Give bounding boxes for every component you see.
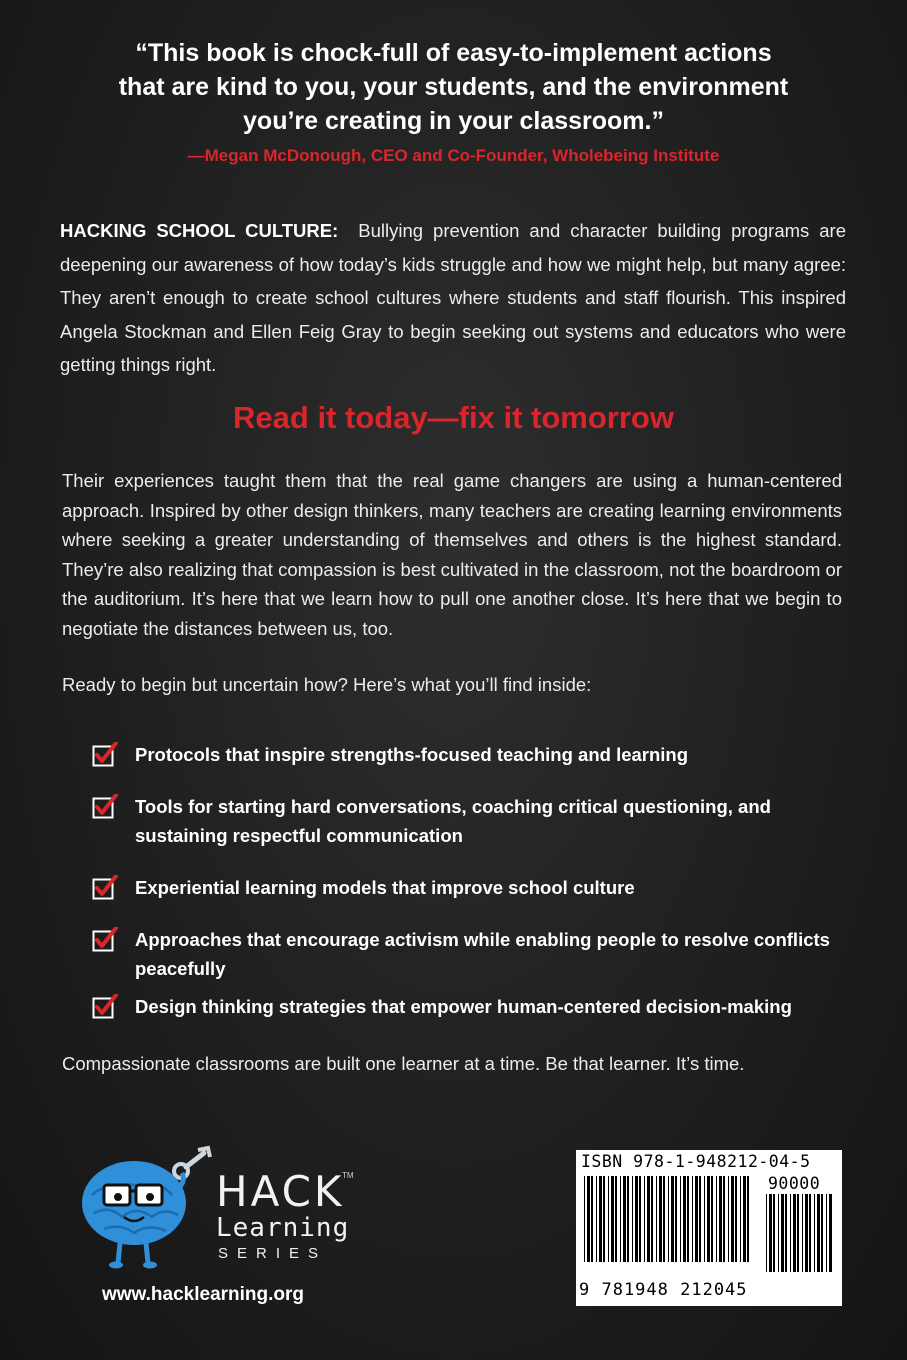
barcode-bar: [809, 1194, 811, 1272]
intro-lead: HACKING SCHOOL CULTURE:: [60, 220, 339, 241]
barcode-bar: [773, 1194, 775, 1272]
barcode-bar: [584, 1176, 585, 1262]
barcode-bar: [743, 1176, 746, 1262]
isbn-number: ISBN 978-1-948212-04-5: [581, 1152, 811, 1171]
barcode-bar: [675, 1176, 677, 1262]
barcode-bar: [707, 1176, 710, 1262]
logo-hack-text: HACK: [216, 1167, 345, 1216]
barcode-bar: [793, 1194, 796, 1272]
quote-line-1: “This book is chock-full of easy-to-implement actions: [135, 39, 772, 67]
closing-line: Compassionate classrooms are built one learner at a time. Be that learner. It’s time.: [62, 1053, 745, 1074]
bullet-text: Tools for starting hard conversations, coaching critical questioning, and sustaining respectful communication: [135, 796, 771, 846]
barcode-bar: [821, 1194, 823, 1272]
price-code: 90000: [768, 1174, 821, 1193]
barcode-bar: [695, 1176, 698, 1262]
barcode-bar: [704, 1176, 705, 1262]
main-barcode-bars: [584, 1176, 754, 1262]
barcode-bar: [659, 1176, 662, 1262]
barcode-bar: [603, 1176, 605, 1262]
checkbox-check-icon: [92, 927, 118, 953]
barcode-bar: [829, 1194, 832, 1272]
barcode-bar: [692, 1176, 693, 1262]
barcode-bar: [668, 1176, 669, 1262]
barcode-bar: [785, 1194, 787, 1272]
barcode-bar: [719, 1176, 722, 1262]
addon-barcode-bars: [766, 1194, 832, 1272]
barcode-bar: [644, 1176, 645, 1262]
checkbox-check-icon: [92, 875, 118, 901]
barcode-bar: [632, 1176, 633, 1262]
barcode-bar: [608, 1176, 609, 1262]
barcode-bar: [623, 1176, 626, 1262]
barcode-bar: [740, 1176, 741, 1262]
barcode-bar: [778, 1194, 779, 1272]
bullet-text: Approaches that encourage activism while enabling people to resolve conflicts peacefully: [135, 929, 830, 979]
logo-trademark: TM: [342, 1171, 354, 1180]
logo-series-text: SERIES: [218, 1245, 328, 1262]
barcode-bar: [596, 1176, 597, 1262]
ready-line: Ready to begin but uncertain how? Here’s what you’ll find inside:: [62, 674, 592, 695]
barcode-bar: [817, 1194, 820, 1272]
barcode-bar: [663, 1176, 665, 1262]
quote-attribution: —Megan McDonough, CEO and Co-Founder, Wholebeing Institute: [187, 146, 720, 165]
barcode-bar: [647, 1176, 650, 1262]
barcode-bar: [620, 1176, 621, 1262]
logo-learning-text: Learning: [216, 1213, 350, 1243]
bullet-text: Design thinking strategies that empower human-centered decision-making: [135, 996, 792, 1017]
barcode-bar: [769, 1194, 772, 1272]
hack-learning-logo: [74, 1145, 364, 1275]
barcode-bar: [671, 1176, 674, 1262]
barcode-bar: [747, 1176, 749, 1262]
barcode-bar: [797, 1194, 799, 1272]
barcode-bar: [599, 1176, 602, 1262]
brain-mascot-icon: [74, 1145, 214, 1275]
barcode-bar: [826, 1194, 827, 1272]
barcode-bar: [591, 1176, 593, 1262]
ean-digits: 9 781948 212045: [579, 1280, 748, 1300]
barcode-bar: [731, 1176, 734, 1262]
bullet-text: Experiential learning models that improve school culture: [135, 877, 635, 898]
checkbox-check-icon: [92, 794, 118, 820]
barcode-bar: [766, 1194, 767, 1272]
barcode-bar: [680, 1176, 681, 1262]
barcode-bar: [635, 1176, 638, 1262]
barcode-bar: [711, 1176, 713, 1262]
barcode-bar: [615, 1176, 617, 1262]
barcode-bar: [723, 1176, 725, 1262]
headline: Read it today—fix it tomorrow: [233, 400, 674, 435]
barcode-bar: [656, 1176, 657, 1262]
website-url: www.hacklearning.org: [102, 1284, 305, 1305]
barcode-bar: [802, 1194, 803, 1272]
barcode-bar: [651, 1176, 653, 1262]
quote-line-3: you’re creating in your classroom.”: [243, 107, 664, 135]
barcode-bar: [716, 1176, 717, 1262]
barcode-bar: [627, 1176, 629, 1262]
barcode-bar: [728, 1176, 729, 1262]
barcode-bar: [587, 1176, 590, 1262]
quote-line-2: that are kind to you, your students, and the environment: [118, 73, 789, 101]
intro-text: Bullying prevention and character building programs are deepening our awareness of how today’s kids struggle and how we might help, but many agree: They aren’t enough to create school cultures where students and staff flourish. This inspired Angela Stockman and Ellen Feig Gray to begin seeking out systems and educators who were getting things right.: [60, 220, 846, 375]
barcode-bar: [639, 1176, 641, 1262]
barcode-bar: [687, 1176, 689, 1262]
checkbox-check-icon: [92, 742, 118, 768]
barcode-bar: [699, 1176, 701, 1262]
barcode-bar: [683, 1176, 686, 1262]
barcode-bar: [781, 1194, 784, 1272]
body-paragraph: Their experiences taught them that the real game changers are using a human-centered approach. Inspired by other design thinkers, many teachers are creating learning environments where seeking a greater understanding of themselves and others is the highest standard. They’re also realizing that compassion is best cultivated in the classroom, not the boardroom or the auditorium. It’s here that we learn how to pull one another close. It’s here that we begin to negotiate the distances between us, too.: [62, 470, 842, 639]
bullet-text: Protocols that inspire strengths-focused teaching and learning: [135, 744, 689, 765]
barcode-bar: [735, 1176, 737, 1262]
intro-paragraph: [60, 214, 846, 382]
barcode-bar: [790, 1194, 791, 1272]
barcode-bar: [611, 1176, 614, 1262]
checkbox-check-icon: [92, 994, 118, 1020]
barcode-bar: [805, 1194, 808, 1272]
barcode-bar: [814, 1194, 815, 1272]
endorsement-quote: [60, 36, 847, 138]
isbn-barcode: [576, 1150, 842, 1306]
